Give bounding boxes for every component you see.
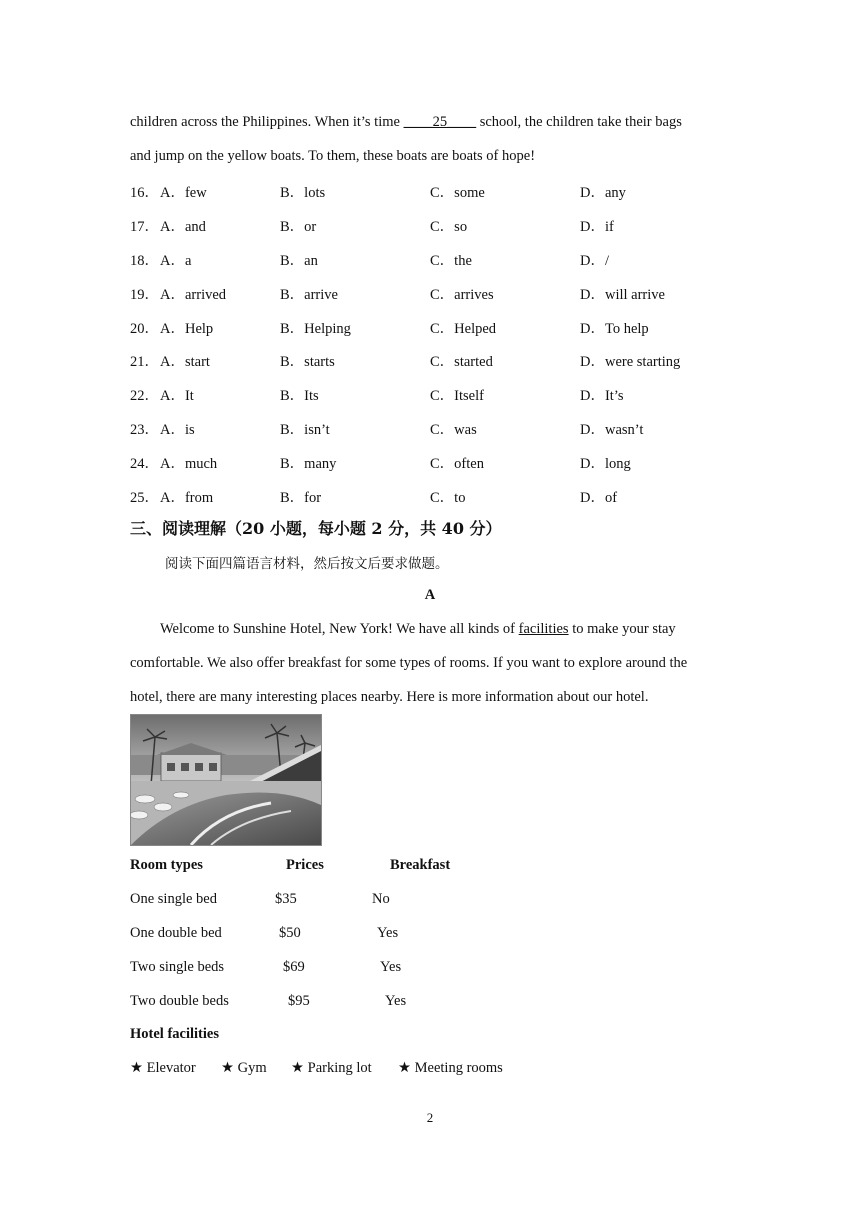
question-number: 20．	[130, 321, 159, 337]
passage-line-1	[130, 114, 682, 131]
price-cell: $50	[279, 925, 301, 941]
passage-line-2: and jump on the yellow boats. To them, these boats are boats of hope!	[130, 148, 536, 164]
option-d: D．/	[580, 253, 609, 269]
question-number: 19．	[130, 287, 159, 303]
option-d: D．wasn’t	[580, 422, 644, 438]
option-b: B．isn’t	[280, 422, 330, 438]
passage-text: school, the children take their bags	[476, 114, 682, 130]
option-c: C．some	[430, 185, 485, 201]
passage-a-line-2: comfortable. We also offer breakfast for some types of rooms. If you want to explore around the	[130, 655, 688, 671]
option-c: C．was	[430, 422, 477, 438]
room-type-cell: Two double beds	[130, 993, 229, 1009]
option-b: B．Helping	[280, 321, 351, 337]
option-c: C．arrives	[430, 287, 494, 303]
section-heading: 三、阅读理解（20 小题，每小题 2 分，共 40 分）	[130, 519, 502, 538]
option-a: A．and	[160, 219, 206, 235]
option-d: D．any	[580, 185, 626, 201]
page-number: 2	[426, 1110, 434, 1125]
header-prices: Prices	[286, 857, 324, 873]
option-c: C．so	[430, 219, 468, 235]
option-a: A．a	[160, 253, 192, 269]
passage-a-line-1	[160, 621, 676, 638]
option-a: A．Help	[160, 321, 214, 337]
section-instruction: 阅读下面四篇语言材料，然后按文后要求做题。	[165, 556, 449, 572]
underlined-word: facilities	[518, 621, 569, 637]
question-number: 25．	[130, 490, 159, 506]
hotel-pool-image	[131, 715, 321, 845]
question-number: 23．	[130, 422, 159, 438]
room-type-cell: Two single beds	[130, 959, 225, 975]
option-c: C．to	[430, 490, 466, 506]
question-number: 22．	[130, 388, 159, 404]
price-cell: $35	[275, 891, 297, 907]
option-d: D．will arrive	[580, 287, 665, 303]
option-d: D．were starting	[580, 354, 681, 370]
option-b: B．an	[280, 253, 318, 269]
breakfast-cell: No	[372, 891, 390, 907]
facility-item: ★ Meeting rooms	[398, 1060, 503, 1076]
facility-item: ★ Gym	[221, 1060, 267, 1076]
question-number: 21．	[130, 354, 159, 370]
header-breakfast: Breakfast	[390, 857, 451, 873]
passage-text: Welcome to Sunshine Hotel, New York! We have all kinds of	[160, 621, 519, 637]
option-c: C．started	[430, 354, 493, 370]
option-a: A．few	[160, 185, 207, 201]
question-number: 18．	[130, 253, 159, 269]
option-c: C．Itself	[430, 388, 484, 404]
question-number: 16．	[130, 185, 159, 201]
price-cell: $95	[288, 993, 310, 1009]
option-d: D．if	[580, 219, 614, 235]
option-b: B．starts	[280, 354, 335, 370]
blank-25: ____25____	[403, 114, 477, 130]
breakfast-cell: Yes	[380, 959, 402, 975]
facilities-title: Hotel facilities	[130, 1026, 219, 1042]
option-b: B．arrive	[280, 287, 338, 303]
option-a: A．is	[160, 422, 195, 438]
option-d: D．It’s	[580, 388, 624, 404]
room-type-cell: One single bed	[130, 891, 217, 907]
price-cell: $69	[283, 959, 305, 975]
option-a: A．much	[160, 456, 218, 472]
option-d: D．To help	[580, 321, 649, 337]
passage-text: to make your stay	[568, 621, 676, 637]
option-a: A．arrived	[160, 287, 227, 303]
passage-a-line-3: hotel, there are many interesting places nearby. Here is more information about our hotel.	[130, 689, 649, 705]
option-b: B．or	[280, 219, 317, 235]
option-b: B．Its	[280, 388, 319, 404]
question-number: 24．	[130, 456, 159, 472]
option-b: B．lots	[280, 185, 326, 201]
question-number: 17．	[130, 219, 159, 235]
option-d: D．of	[580, 490, 618, 506]
option-c: C．the	[430, 253, 472, 269]
room-type-cell: One double bed	[130, 925, 222, 941]
facility-item: ★ Parking lot	[291, 1060, 372, 1076]
option-a: A．It	[160, 388, 194, 404]
passage-text: children across the Philippines. When it’s time	[130, 114, 404, 130]
header-room-types: Room types	[130, 857, 203, 873]
option-b: B．for	[280, 490, 322, 506]
option-d: D．long	[580, 456, 631, 472]
facility-item: ★ Elevator	[130, 1060, 196, 1076]
option-c: C．often	[430, 456, 484, 472]
option-a: A．from	[160, 490, 214, 506]
option-b: B．many	[280, 456, 337, 472]
breakfast-cell: Yes	[377, 925, 399, 941]
option-a: A．start	[160, 354, 210, 370]
passage-label: A	[424, 587, 436, 603]
breakfast-cell: Yes	[385, 993, 407, 1009]
hotel-photo	[130, 714, 322, 846]
option-c: C．Helped	[430, 321, 497, 337]
